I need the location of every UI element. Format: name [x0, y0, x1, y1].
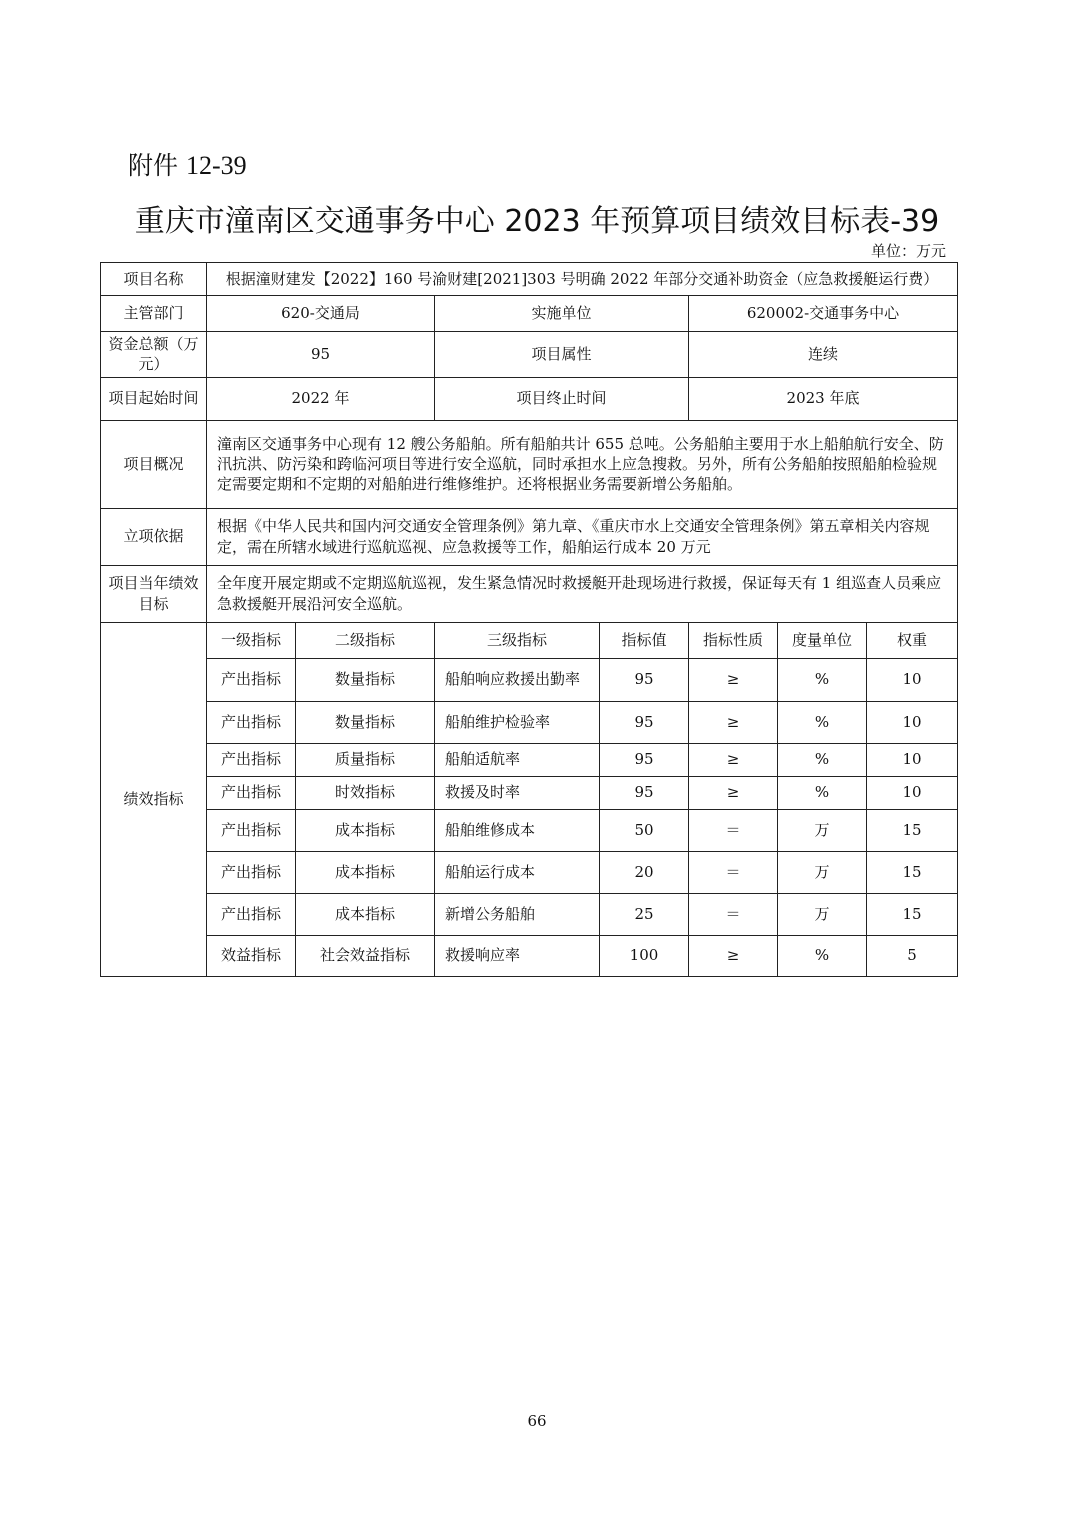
- cell: 95: [600, 776, 689, 809]
- performance-table: [100, 262, 958, 977]
- cell: 50: [600, 809, 689, 851]
- cell: 10: [867, 658, 958, 701]
- cell: 25: [600, 893, 689, 935]
- cell: 产出指标: [207, 809, 296, 851]
- table-row: [101, 701, 958, 743]
- table-row: [101, 658, 958, 701]
- project-name-label: 项目名称: [101, 263, 207, 296]
- overview-label: 项目概况: [101, 420, 207, 508]
- cell: 数量指标: [296, 658, 435, 701]
- table-row: [101, 743, 958, 776]
- dept-label: 主管部门: [101, 296, 207, 332]
- basis-value: 根据《中华人民共和国内河交通安全管理条例》第九章、《重庆市水上交通安全管理条例》第五章相关内容规定，需在所辖水域进行巡航巡视、应急救援等工作，船舶运行成本 20 万元: [207, 508, 958, 565]
- header-nature: 指标性质: [689, 622, 778, 658]
- cell: ≥: [689, 935, 778, 976]
- overview-value: 潼南区交通事务中心现有 12 艘公务船舶。所有船舶共计 655 总吨。公务船舶主要用于水上船舶航行安全、防汛抗洪、防污染和跨临河项目等进行安全巡航，同时承担水上应急搜救。另外，所有公务船舶按照船舶检验规定需要定期和不定期的对船舶进行维修维护。还将根据业务需要新增公务船舶。: [207, 420, 958, 508]
- header-level3: 三级指标: [435, 622, 600, 658]
- end-value: 2023 年底: [689, 377, 958, 420]
- header-unit: 度量单位: [778, 622, 867, 658]
- cell: 成本指标: [296, 851, 435, 893]
- cell: 质量指标: [296, 743, 435, 776]
- cell: 95: [600, 658, 689, 701]
- cell: 成本指标: [296, 893, 435, 935]
- cell: 15: [867, 893, 958, 935]
- cell: ≥: [689, 701, 778, 743]
- table-row: [101, 809, 958, 851]
- attachment-label: [128, 146, 247, 182]
- attr-label: 项目属性: [435, 332, 689, 378]
- header-level2: 二级指标: [296, 622, 435, 658]
- attachment-prefix: 附件: [128, 151, 179, 180]
- attr-value: 连续: [689, 332, 958, 378]
- cell: 10: [867, 776, 958, 809]
- start-label: 项目起始时间: [101, 377, 207, 420]
- basis-label: 立项依据: [101, 508, 207, 565]
- cell: 成本指标: [296, 809, 435, 851]
- cell: %: [778, 776, 867, 809]
- cell: 船舶响应救援出勤率: [435, 658, 600, 701]
- header-weight: 权重: [867, 622, 958, 658]
- cell: 95: [600, 701, 689, 743]
- end-label: 项目终止时间: [435, 377, 689, 420]
- table-row: [101, 935, 958, 976]
- table-row: [101, 851, 958, 893]
- goal-label: 项目当年绩效目标: [101, 565, 207, 622]
- cell: ≥: [689, 743, 778, 776]
- page-title: 重庆市潼南区交通事务中心 2023 年预算项目绩效目标表-39: [134, 204, 940, 239]
- cell: 产出指标: [207, 893, 296, 935]
- cell: 15: [867, 809, 958, 851]
- cell: 社会效益指标: [296, 935, 435, 976]
- indicator-header-row: [101, 622, 958, 658]
- page-number: 66: [527, 1412, 547, 1430]
- attachment-number: 12-39: [185, 151, 247, 180]
- cell: 10: [867, 701, 958, 743]
- cell: 船舶维护检验率: [435, 701, 600, 743]
- table-row: [101, 776, 958, 809]
- cell: ＝: [689, 851, 778, 893]
- cell: 时效指标: [296, 776, 435, 809]
- cell: 产出指标: [207, 851, 296, 893]
- cell: ≥: [689, 658, 778, 701]
- cell: 新增公务船舶: [435, 893, 600, 935]
- table-row: [101, 893, 958, 935]
- cell: 效益指标: [207, 935, 296, 976]
- unit-label: 单位：万元: [870, 242, 946, 260]
- cell: %: [778, 935, 867, 976]
- cell: ≥: [689, 776, 778, 809]
- cell: 万: [778, 851, 867, 893]
- cell: 产出指标: [207, 701, 296, 743]
- header-value: 指标值: [600, 622, 689, 658]
- cell: 产出指标: [207, 658, 296, 701]
- cell: ＝: [689, 809, 778, 851]
- cell: 救援响应率: [435, 935, 600, 976]
- cell: %: [778, 658, 867, 701]
- fund-value: 95: [207, 332, 435, 378]
- goal-value: 全年度开展定期或不定期巡航巡视，发生紧急情况时救援艇开赴现场进行救援，保证每天有 1 组巡查人员乘应急救援艇开展沿河安全巡航。: [207, 565, 958, 622]
- indicator-section-label: 绩效指标: [101, 622, 207, 976]
- cell: 万: [778, 809, 867, 851]
- fund-label: 资金总额（万元）: [101, 332, 207, 378]
- cell: %: [778, 701, 867, 743]
- cell: 船舶适航率: [435, 743, 600, 776]
- cell: 万: [778, 893, 867, 935]
- cell: 产出指标: [207, 743, 296, 776]
- cell: %: [778, 743, 867, 776]
- impl-label: 实施单位: [435, 296, 689, 332]
- cell: 船舶维修成本: [435, 809, 600, 851]
- impl-value: 620002-交通事务中心: [689, 296, 958, 332]
- header-level1: 一级指标: [207, 622, 296, 658]
- start-value: 2022 年: [207, 377, 435, 420]
- cell: 20: [600, 851, 689, 893]
- cell: 数量指标: [296, 701, 435, 743]
- cell: 产出指标: [207, 776, 296, 809]
- cell: 10: [867, 743, 958, 776]
- cell: ＝: [689, 893, 778, 935]
- cell: 15: [867, 851, 958, 893]
- cell: 95: [600, 743, 689, 776]
- project-name-value: 根据潼财建发【2022】160 号渝财建[2021]303 号明确 2022 年部分交通补助资金（应急救援艇运行费）: [207, 263, 958, 296]
- cell: 救援及时率: [435, 776, 600, 809]
- dept-value: 620-交通局: [207, 296, 435, 332]
- cell: 5: [867, 935, 958, 976]
- cell: 船舶运行成本: [435, 851, 600, 893]
- cell: 100: [600, 935, 689, 976]
